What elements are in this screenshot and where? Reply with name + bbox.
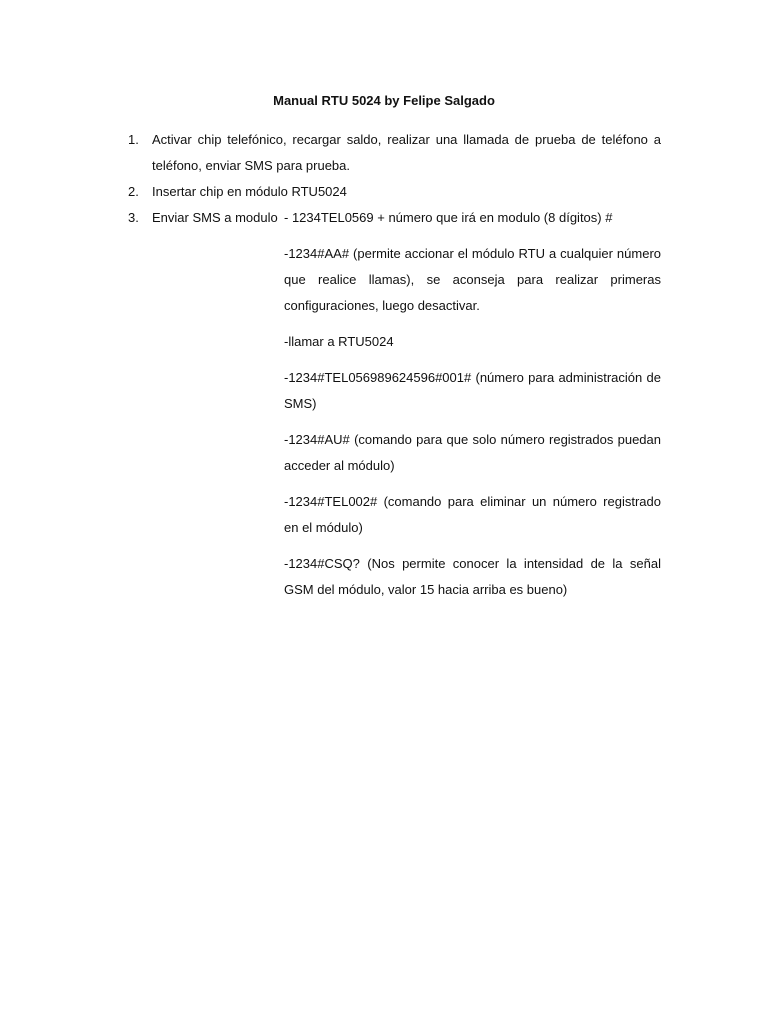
sms-command: -1234#AU# (comando para que solo número registrados puedan acceder al módulo) xyxy=(284,432,661,473)
step-3 xyxy=(128,205,661,613)
step-number: 1. xyxy=(128,132,139,147)
step-text: Activar chip telefónico, recargar saldo, realizar una llamada de prueba de teléfono a teléfono, enviar SMS para prueba. xyxy=(152,132,661,173)
document-title: Manual RTU 5024 by Felipe Salgado xyxy=(273,93,495,108)
steps-list xyxy=(128,127,661,613)
sms-commands xyxy=(284,205,661,613)
step-number: 2. xyxy=(128,184,139,199)
step-1 xyxy=(128,127,661,179)
step-text: Insertar chip en módulo RTU5024 xyxy=(152,184,347,199)
sms-command: -1234#TEL056989624596#001# (número para administración de SMS) xyxy=(284,370,661,411)
step-label: Enviar SMS a modulo xyxy=(152,210,278,225)
sms-command: -1234#CSQ? (Nos permite conocer la intensidad de la señal GSM del módulo, valor 15 hacia arriba es bueno) xyxy=(284,556,661,597)
sms-command: -1234#TEL002# (comando para eliminar un número registrado en el módulo) xyxy=(284,494,661,535)
sms-command: - 1234TEL0569 + número que irá en modulo (8 dígitos) # xyxy=(284,210,613,225)
sms-command: -1234#AA# (permite accionar el módulo RTU a cualquier número que realice llamas), se aconseja para realizar primeras configuraciones, luego desactivar. xyxy=(284,246,661,313)
step-number: 3. xyxy=(128,210,139,225)
step-2 xyxy=(128,179,661,205)
sms-command: -llamar a RTU5024 xyxy=(284,334,394,349)
